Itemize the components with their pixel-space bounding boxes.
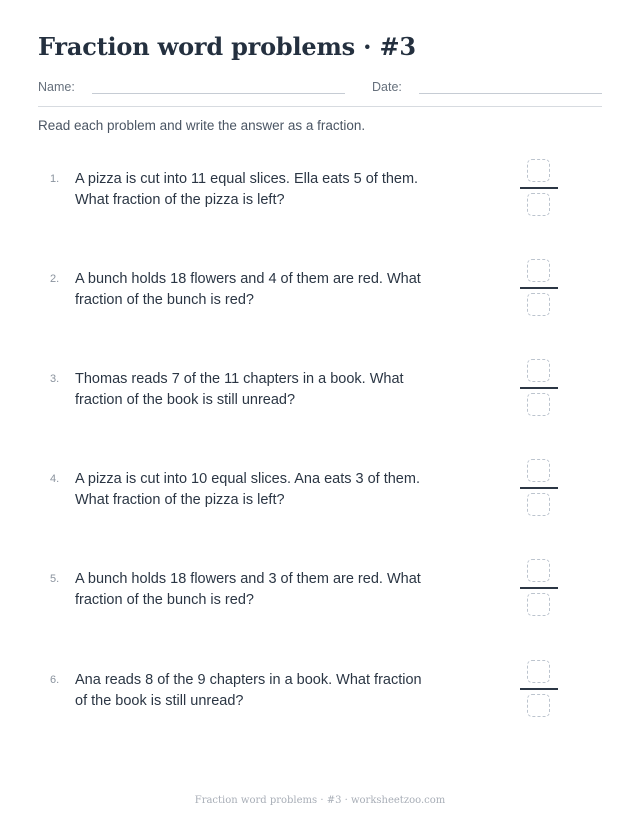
fraction-bar (520, 587, 558, 589)
denominator-box[interactable] (527, 593, 550, 616)
date-field-line[interactable] (419, 93, 602, 94)
denominator-box[interactable] (527, 694, 550, 717)
fraction-answer (519, 459, 561, 521)
numerator-box[interactable] (527, 559, 550, 582)
fraction-bar (520, 688, 558, 690)
name-label: Name: (38, 80, 75, 94)
problem-item (38, 159, 602, 239)
fraction-bar (520, 387, 558, 389)
numerator-box[interactable] (527, 259, 550, 282)
fraction-answer (519, 359, 561, 421)
problem-text: A pizza is cut into 10 equal slices. Ana eats 3 of them. What fraction of the pizza is left? (75, 471, 420, 508)
problem-number: 2. (50, 273, 60, 285)
problem-number: 3. (50, 373, 60, 385)
fraction-answer (519, 559, 561, 621)
instructions: Read each problem and write the answer as a fraction. (38, 118, 366, 133)
numerator-box[interactable] (527, 660, 550, 683)
date-label: Date: (372, 80, 402, 94)
denominator-box[interactable] (527, 493, 550, 516)
header-divider (38, 106, 602, 107)
problem-text: A bunch holds 18 flowers and 4 of them are red. What fraction of the bunch is red? (75, 271, 421, 308)
problem-text: A pizza is cut into 11 equal slices. Ella eats 5 of them. What fraction of the pizza is left? (75, 171, 419, 208)
numerator-box[interactable] (527, 159, 550, 182)
fraction-answer (519, 660, 561, 722)
problem-number: 5. (50, 573, 60, 585)
problem-number: 6. (50, 674, 60, 686)
page-footer: Fraction word problems · #3 · worksheetzoo.com (194, 795, 446, 806)
problem-text: Thomas reads 7 of the 11 chapters in a book. What fraction of the book is still unread? (75, 371, 404, 408)
problem-item (38, 559, 602, 639)
denominator-box[interactable] (527, 393, 550, 416)
name-date-row (38, 80, 602, 100)
fraction-answer (519, 159, 561, 221)
problem-item (38, 459, 602, 539)
fraction-bar (520, 487, 558, 489)
problem-text: Ana reads 8 of the 9 chapters in a book. What fraction of the book is still unread? (75, 672, 422, 709)
denominator-box[interactable] (527, 193, 550, 216)
problem-number: 1. (50, 173, 60, 185)
name-field-line[interactable] (92, 93, 345, 94)
page-title: Fraction word problems · #3 (38, 32, 416, 61)
fraction-answer (519, 259, 561, 321)
problem-item (38, 359, 602, 439)
problem-text: A bunch holds 18 flowers and 3 of them are red. What fraction of the bunch is red? (75, 571, 421, 608)
denominator-box[interactable] (527, 293, 550, 316)
problem-number: 4. (50, 473, 60, 485)
fraction-bar (520, 187, 558, 189)
fraction-bar (520, 287, 558, 289)
numerator-box[interactable] (527, 459, 550, 482)
problem-item (38, 259, 602, 339)
problem-item (38, 660, 602, 740)
numerator-box[interactable] (527, 359, 550, 382)
